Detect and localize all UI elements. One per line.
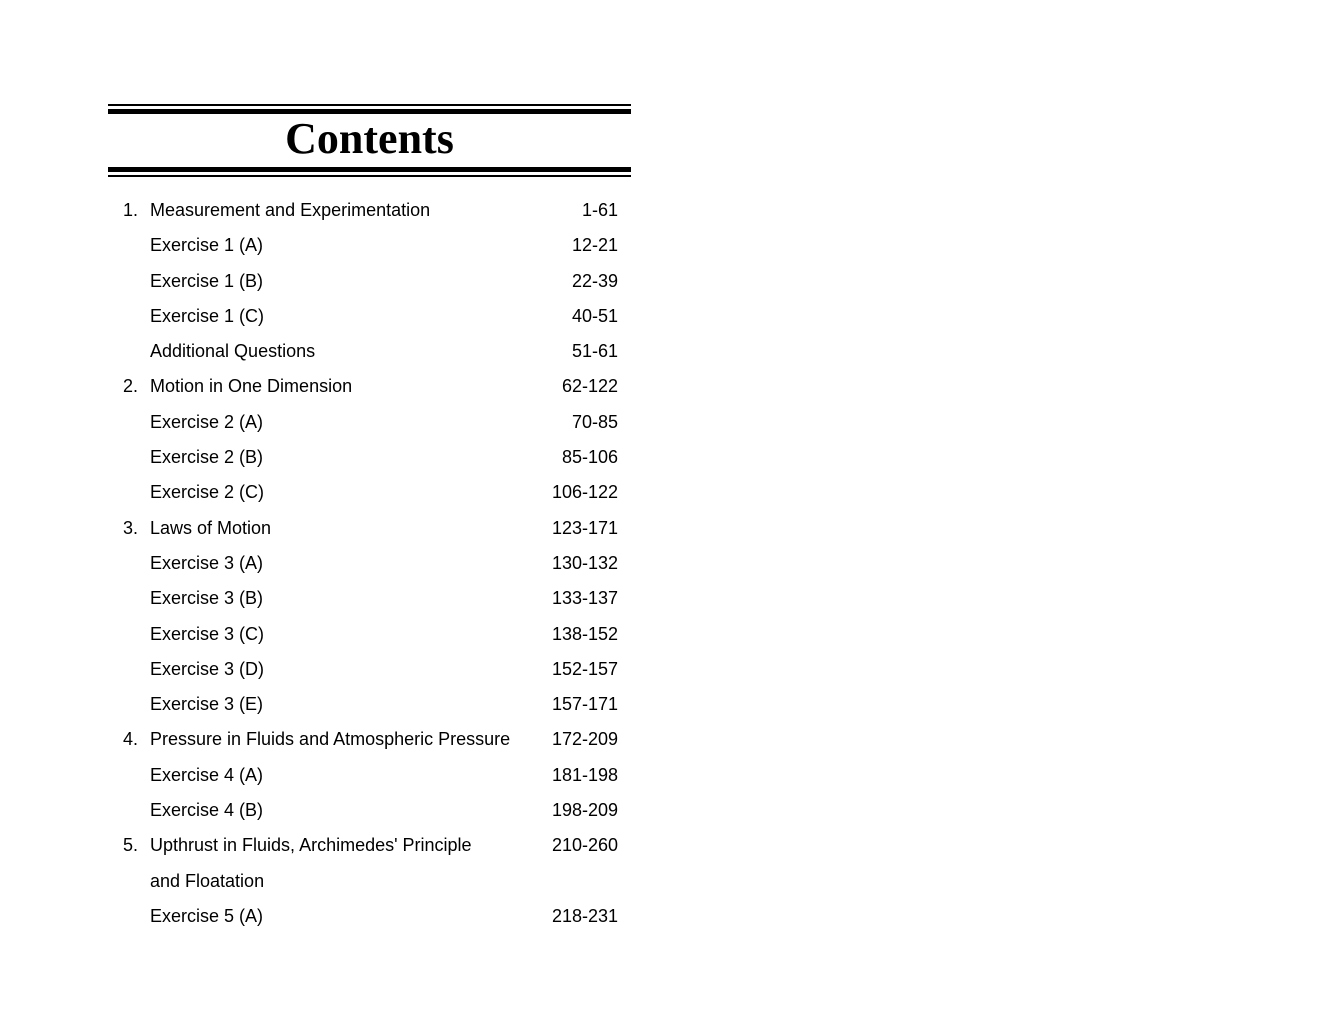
toc-entry-label: Exercise 2 (A) (150, 411, 264, 432)
toc-entry-number: 3. (123, 517, 139, 538)
table-of-contents (108, 193, 631, 934)
toc-subentry-row (108, 617, 631, 652)
toc-subentry-row (108, 228, 631, 263)
toc-entry-number: 5. (123, 835, 139, 856)
toc-subentry-row (108, 899, 631, 934)
toc-entry-label: Motion in One Dimension (150, 376, 353, 397)
toc-subentry-row (108, 264, 631, 299)
toc-entry-pages: 106-122 (551, 482, 618, 503)
toc-entry-pages: 123-171 (551, 517, 618, 538)
toc-subentry-row (108, 546, 631, 581)
toc-entry-label: Exercise 2 (B) (150, 447, 264, 468)
toc-entry-label: Exercise 3 (E) (150, 694, 264, 715)
toc-chapter-row (108, 193, 631, 228)
toc-entry-number: 2. (123, 376, 139, 397)
toc-subentry-row (108, 299, 631, 334)
toc-entry-pages: 51-61 (571, 341, 618, 362)
toc-subentry-row (108, 440, 631, 475)
toc-entry-pages: 157-171 (551, 694, 618, 715)
toc-entry-pages: 181-198 (551, 764, 618, 785)
toc-entry-label: and Floatation (150, 870, 265, 891)
toc-entry-label: Exercise 4 (B) (150, 800, 264, 821)
top-thin-rule (108, 104, 631, 106)
toc-entry-label: Upthrust in Fluids, Archimedes' Principle (150, 835, 472, 856)
toc-entry-label: Exercise 1 (C) (150, 305, 265, 326)
toc-entry-number: 4. (123, 729, 139, 750)
toc-entry-label: Exercise 3 (A) (150, 552, 264, 573)
toc-entry-label: Exercise 1 (A) (150, 235, 264, 256)
toc-entry-pages: 40-51 (571, 305, 618, 326)
toc-entry-pages: 12-21 (571, 235, 618, 256)
toc-entry-pages: 172-209 (551, 729, 618, 750)
toc-entry-pages: 210-260 (551, 835, 618, 856)
toc-subentry-row (108, 758, 631, 793)
toc-entry-pages: 138-152 (551, 623, 618, 644)
toc-subentry-row (108, 652, 631, 687)
toc-entry-label: Exercise 4 (A) (150, 764, 264, 785)
toc-entry-label: Exercise 5 (A) (150, 905, 264, 926)
toc-entry-label: Exercise 2 (C) (150, 482, 265, 503)
toc-subentry-row (108, 405, 631, 440)
toc-subentry-row (108, 793, 631, 828)
toc-subentry-row (108, 687, 631, 722)
toc-chapter-row (108, 369, 631, 404)
toc-entry-pages: 70-85 (571, 411, 618, 432)
toc-entry-label: Exercise 3 (C) (150, 623, 265, 644)
toc-entry-label: Laws of Motion (150, 517, 272, 538)
toc-entry-pages: 152-157 (551, 658, 618, 679)
toc-entry-pages: 130-132 (551, 552, 618, 573)
page-title: Contents (285, 114, 454, 163)
toc-chapter-row (108, 722, 631, 757)
toc-entry-label: Exercise 3 (B) (150, 588, 264, 609)
toc-entry-number: 1. (123, 200, 139, 220)
bottom-thick-rule (108, 167, 631, 172)
toc-entry-pages: 85-106 (561, 447, 618, 468)
toc-chapter-row (108, 511, 631, 546)
toc-entry-label: Additional Questions (150, 341, 316, 362)
toc-chapter-row (108, 828, 631, 863)
toc-entry-label: Pressure in Fluids and Atmospheric Pressure (150, 729, 511, 750)
toc-entry-label: Exercise 1 (B) (150, 270, 264, 291)
toc-entry-pages: 218-231 (551, 905, 618, 926)
toc-entry-label: Measurement and Experimentation (150, 200, 431, 220)
toc-subentry-row (108, 334, 631, 369)
toc-entry-pages: 198-209 (551, 800, 618, 821)
toc-entry-pages: 62-122 (561, 376, 618, 397)
bottom-thin-rule (108, 175, 631, 177)
toc-entry-pages: 22-39 (571, 270, 618, 291)
toc-subentry-row (108, 475, 631, 510)
toc-subentry-row (108, 864, 631, 899)
toc-entry-label: Exercise 3 (D) (150, 658, 265, 679)
toc-entry-pages: 1-61 (581, 200, 618, 220)
toc-entry-pages: 133-137 (551, 588, 618, 609)
toc-subentry-row (108, 581, 631, 616)
